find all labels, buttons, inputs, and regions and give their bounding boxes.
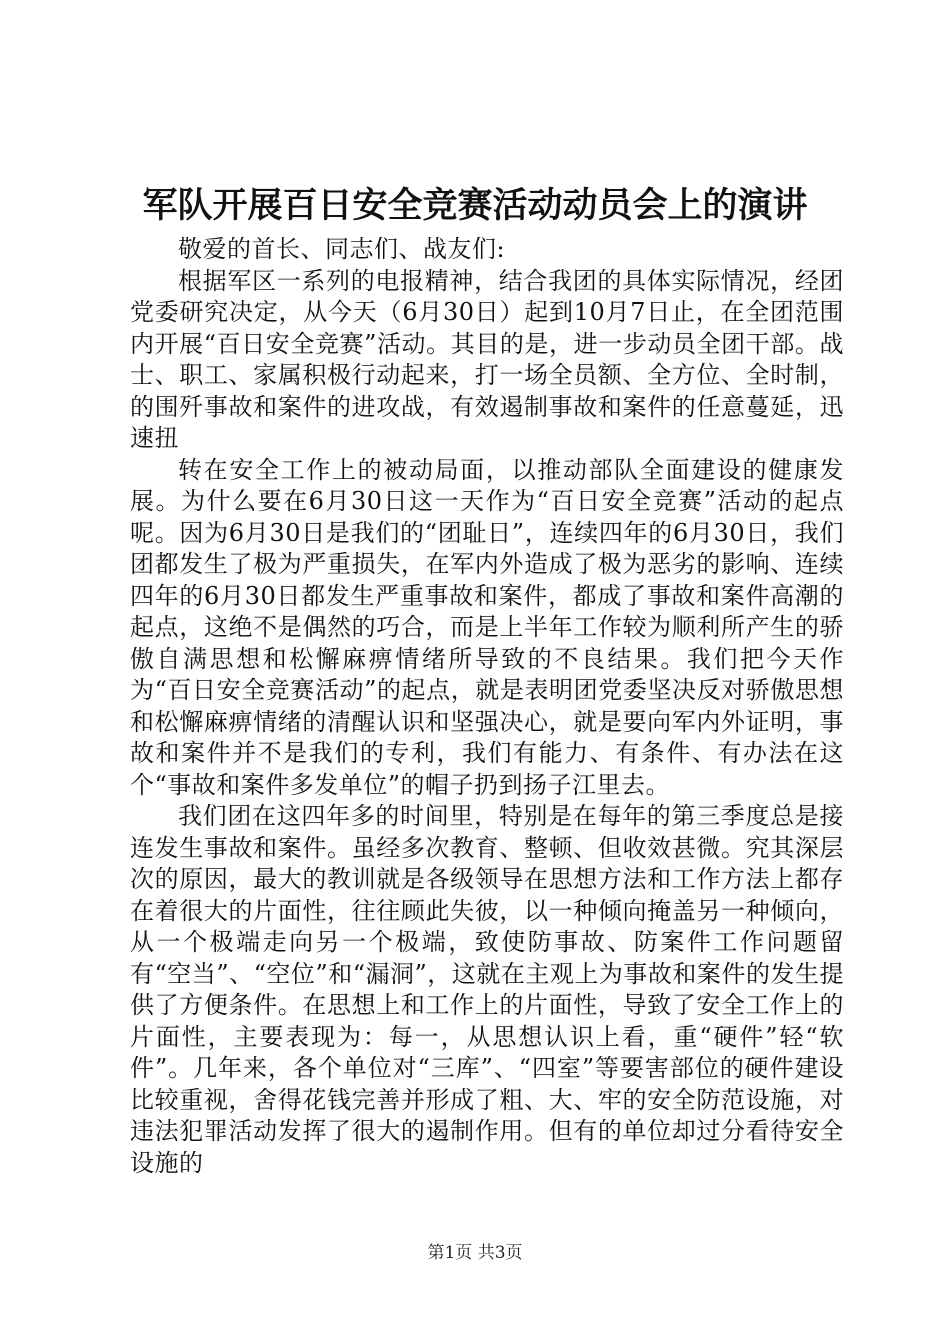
paragraph-2: 转在安全工作上的被动局面，以推动部队全面建设的健康发展。为什么要在6月30日这一天作为“百日安全竞赛”活动的起点呢。因为6月30日是我们的“团耻日”，连续四年的6月30日，我们团都发生了极为严重损失，在军内外造成了极为恶劣的影响、连续四年的6月30日都发生严重事故和案件，都成了事故和案件高潮的起点，这绝不是偶然的巧合，而是上半年工作较为顺利所产生的骄傲自满思想和松懈麻痹情绪所导致的不良结果。我们把今天作为“百日安全竞赛活动”的起点，就是表明团党委坚决反对骄傲思想和松懈麻痹情绪的清醒认识和坚强决心，就是要向军内外证明，事故和案件并不是我们的专利，我们有能力、有条件、有办法在这个“事故和案件多发单位”的帽子扔到扬子江里去。 — [130, 455, 844, 799]
paragraph-3: 我们团在这四年多的时间里，特别是在每年的第三季度总是接连发生事故和案件。虽经多次教育、整顿、但收效甚微。究其深层次的原因，最大的教训就是各级领导在思想方法和工作方法上都存在着很大的片面性，往往顾此失彼，以一种倾向掩盖另一种倾向，从一个极端走向另一个极端，致使防事故、防案件工作问题留有“空当”、“空位”和“漏洞”，这就在主观上为事故和案件的发生提供了方便条件。在思想上和工作上的片面性，导致了安全工作上的片面性，主要表现为：每一，从思想认识上看，重“硬件”轻“软件”。几年来，各个单位对“三库”、“四室”等要害部位的硬件建设比较重视，舍得花钱完善并形成了粗、大、牢的安全防范设施，对违法犯罪活动发挥了很大的遏制作用。但有的单位却过分看待安全设施的 — [130, 802, 844, 1177]
paragraph-salutation: 敬爱的首长、同志们、战友们: — [178, 235, 506, 263]
page-number-footer: 第1页 共3页 — [427, 1243, 523, 1263]
paragraph-1: 根据军区一系列的电报精神，结合我团的具体实际情况，经团党委研究决定，从今天（6月30日）起到10月7日止，在全团范围内开展“百日安全竞赛”活动。其目的是，进一步动员全团干部。战士、职工、家属积极行动起来，打一场全员额、全方位、全时制，的围歼事故和案件的进攻战，有效遏制事故和案件的任意蔓延，迅速扭 — [130, 266, 844, 452]
document-title: 军队开展百日安全竞赛活动动员会上的演讲 — [142, 185, 808, 226]
document-body — [130, 234, 844, 1179]
